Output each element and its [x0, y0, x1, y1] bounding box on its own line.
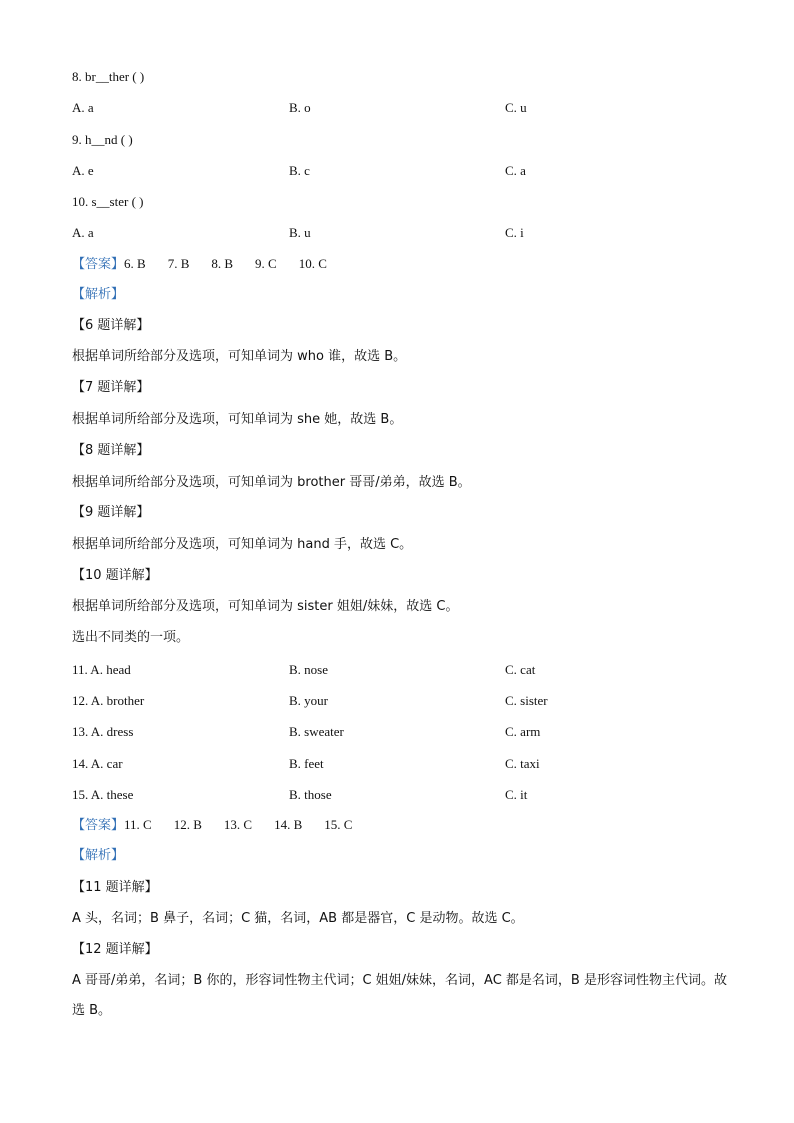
question-14-option-b: B. feet [289, 756, 324, 771]
question-12-option-b: B. your [289, 693, 328, 708]
question-10-option-a: A. a [72, 225, 94, 240]
answer-item: 13. C [223, 817, 253, 832]
question-8-stem: 8. br__ther ( ) [72, 69, 145, 84]
question-12-option-a: 12. A. brother [72, 693, 145, 708]
question-9-option-a: A. e [72, 163, 94, 178]
detail-text-10: 根据单词所给部分及选项，可知单词为 sister 姐姐/妹妹，故选 C。 [72, 599, 459, 614]
answer-tag: 【答案】 [72, 257, 125, 272]
question-8-option-b: B. o [289, 100, 311, 115]
question-11-option-a: 11. A. head [72, 662, 131, 677]
detail-text-12: A 哥哥/弟弟，名词；B 你的，形容词性物主代词；C 姐姐/妹妹，名词，AC 都是名词，B 是形容词性物主代词。故选 B。 [72, 973, 727, 1018]
detail-text-6: 根据单词所给部分及选项，可知单词为 who 谁，故选 B。 [72, 349, 407, 364]
detail-text-8: 根据单词所给部分及选项，可知单词为 brother 哥哥/弟弟，故选 B。 [72, 475, 471, 490]
answer-item: 9. C [255, 256, 277, 271]
question-14-option-a: 14. A. car [72, 756, 123, 771]
answer-line-1 [72, 256, 349, 273]
section-heading: 选出不同类的一项。 [72, 630, 190, 645]
question-10-option-b: B. u [289, 225, 311, 240]
answer-item: 12. B [173, 817, 202, 832]
question-8-option-a: A. a [72, 100, 94, 115]
question-13-option-b: B. sweater [289, 724, 344, 739]
question-14-option-c: C. taxi [505, 756, 540, 771]
question-15-option-b: B. those [289, 787, 332, 802]
answer-item: 10. C [298, 256, 327, 271]
detail-title-12: 【12 题详解】 [72, 942, 158, 957]
question-11-option-c: C. cat [505, 662, 536, 677]
answer-item: 14. B [274, 817, 303, 832]
question-8-option-c: C. u [505, 100, 527, 115]
question-15-option-a: 15. A. these [72, 787, 134, 802]
question-10-stem: 10. s__ster ( ) [72, 194, 144, 209]
detail-text-9: 根据单词所给部分及选项，可知单词为 hand 手，故选 C。 [72, 537, 413, 552]
detail-title-8: 【8 题详解】 [72, 443, 150, 458]
detail-text-11: A 头，名词；B 鼻子，名词；C 猫，名词，AB 都是器官，C 是动物。故选 C。 [72, 911, 524, 926]
detail-title-11: 【11 题详解】 [72, 880, 158, 895]
question-10-option-c: C. i [505, 225, 524, 240]
answer-item: 11. C [124, 817, 152, 832]
question-9-option-c: C. a [505, 163, 526, 178]
answer-item: 8. B [211, 256, 234, 271]
analysis-tag-2: 【解析】 [72, 848, 125, 863]
detail-title-9: 【9 题详解】 [72, 505, 150, 520]
answer-item: 15. C [324, 817, 353, 832]
question-13-option-a: 13. A. dress [72, 724, 134, 739]
detail-title-6: 【6 题详解】 [72, 318, 150, 333]
answer-tag: 【答案】 [72, 818, 125, 833]
question-15-option-c: C. it [505, 787, 528, 802]
detail-title-10: 【10 题详解】 [72, 568, 158, 583]
question-9-option-b: B. c [289, 163, 310, 178]
answer-line-2 [72, 817, 374, 834]
question-9-stem: 9. h__nd ( ) [72, 132, 133, 147]
detail-text-7: 根据单词所给部分及选项，可知单词为 she 她，故选 B。 [72, 412, 403, 427]
analysis-tag-1: 【解析】 [72, 287, 125, 302]
question-13-option-c: C. arm [505, 724, 541, 739]
question-12-option-c: C. sister [505, 693, 548, 708]
question-11-option-b: B. nose [289, 662, 328, 677]
answer-item: 6. B [124, 256, 146, 271]
answer-item: 7. B [167, 256, 190, 271]
detail-title-7: 【7 题详解】 [72, 380, 150, 395]
